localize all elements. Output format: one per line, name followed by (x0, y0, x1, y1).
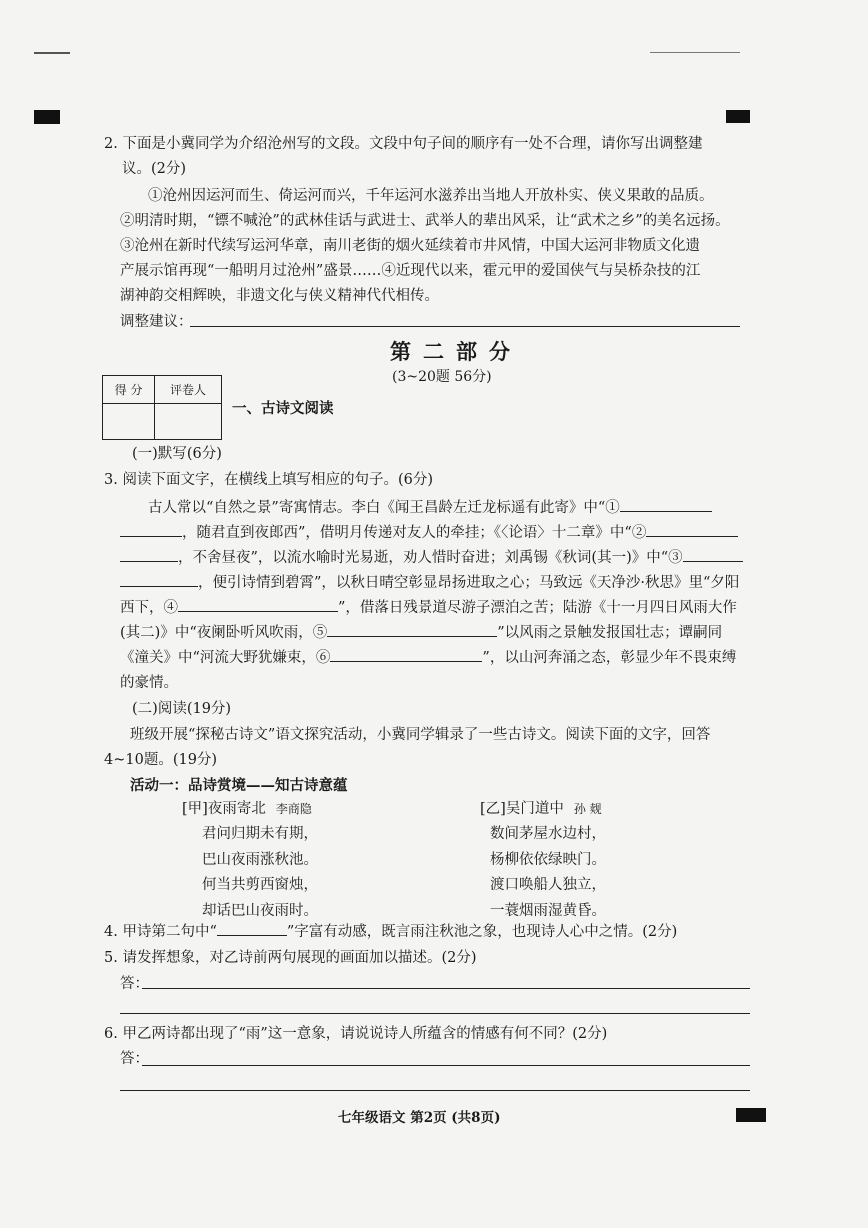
q3-blank-3-cont[interactable] (120, 572, 198, 587)
q5-answer-line2[interactable] (120, 1013, 750, 1014)
q2-stem-line1: 2. 下面是小冀同学为介绍沧州写的文段。文段中句子间的顺序有一处不合理，请你写出调整建 (104, 136, 703, 152)
poem-jia-line: 君问归期未有期， (202, 826, 318, 842)
part2-title: 第二部分 (390, 339, 522, 364)
q4-text-a: 4. 甲诗第二句中“ (104, 924, 217, 940)
q3-text-5a: 西下，④ (120, 600, 178, 616)
poem-yi-body (490, 822, 606, 924)
dictation-subheading: (一)默写(6分) (132, 446, 222, 462)
scan-line-left (34, 52, 70, 54)
q2-passage-line4: 产展示馆再现“一船明月过沧州”盛景……④近现代以来，霍元甲的爱国侠气与吴桥杂技的江 (120, 263, 701, 279)
q3-blank-1-cont[interactable] (120, 522, 182, 537)
q2-passage-line3: ③沧州在新时代续写运河华章，南川老街的烟火延续着市井风情，中国大运河非物质文化遗 (120, 238, 700, 254)
q3-text-1: 古人常以“自然之景”寄寓情志。李白《闻王昌龄左迁龙标遥有此寄》中“① (148, 500, 620, 516)
poem-yi-title-text: [乙]吴门道中 (480, 801, 564, 817)
poem-yi-line: 杨柳依依绿映门。 (490, 851, 606, 868)
q3-line4 (120, 571, 739, 596)
q3-blank-1[interactable] (620, 497, 712, 512)
registration-mark-right (726, 110, 750, 123)
q3-text-7b: ”，以山河奔涌之态，彰显少年不畏束缚 (482, 650, 737, 666)
score-label: 得 分 (103, 376, 155, 404)
q3-blank-2-cont[interactable] (120, 547, 178, 562)
q2-answer-line[interactable] (190, 326, 740, 327)
q6-answer-label: 答： (120, 1051, 149, 1067)
reading-subheading: (二)阅读(19分) (132, 701, 232, 717)
reading-intro-line2: 4~10题。(19分) (104, 752, 218, 768)
poem-jia-line: 巴山夜雨涨秋池。 (202, 851, 318, 868)
registration-mark-bottom-right (736, 1108, 766, 1122)
q6-answer-line1[interactable] (142, 1065, 750, 1066)
q5-stem: 5. 请发挥想象，对乙诗前两句展现的画面加以描述。(2分) (104, 950, 477, 966)
q3-blank-6[interactable] (330, 647, 482, 662)
registration-mark-left (34, 110, 60, 124)
q6-answer-line2[interactable] (120, 1090, 750, 1091)
activity1-heading: 活动一：品诗赏境——知古诗意蕴 (130, 777, 348, 794)
q4-text-b: ”字富有动感，既言雨注秋池之象，也现诗人心中之情。(2分) (286, 924, 678, 940)
q4-blank[interactable] (217, 921, 287, 936)
q2-answer-label: 调整建议： (120, 314, 193, 330)
q2-stem-line2: 议。(2分) (122, 161, 187, 177)
poem-yi-title (480, 797, 602, 822)
poem-jia-body (202, 822, 318, 924)
part2-subtitle: (3~20题 56分) (392, 369, 492, 385)
q3-line3 (120, 546, 743, 571)
q4-line (104, 920, 677, 945)
q3-text-3: ，不舍昼夜”，以流水喻时光易逝，劝人惜时奋进；刘禹锡《秋词(其一)》中“③ (178, 550, 683, 566)
q3-line8: 的豪情。 (120, 675, 178, 691)
score-cell[interactable] (103, 404, 155, 440)
q3-stem: 3. 阅读下面文字，在横线上填写相应的句子。(6分) (104, 472, 433, 488)
grader-cell[interactable] (155, 404, 222, 440)
reading-intro-line1: 班级开展“探秘古诗文”语文探究活动，小冀同学辑录了一些古诗文。阅读下面的文字，回答 (130, 727, 711, 743)
q3-blank-3[interactable] (683, 547, 743, 562)
q6-stem: 6. 甲乙两诗都出现了“雨”这一意象，请说说诗人所蕴含的情感有何不同？(2分) (104, 1026, 608, 1042)
poem-yi-line: 一蓑烟雨湿黄昏。 (490, 902, 606, 919)
q3-text-7a: 《潼关》中“河流大野犹嫌束，⑥ (120, 650, 331, 666)
q3-blank-5[interactable] (327, 622, 497, 637)
q3-line7 (120, 646, 736, 671)
poem-jia-title-text: [甲]夜雨寄北 (182, 801, 266, 817)
score-box (102, 375, 222, 440)
poem-jia-line: 何当共剪西窗烛， (202, 877, 318, 893)
q3-line2 (120, 521, 738, 546)
q3-line6 (120, 621, 722, 646)
poem-jia-line: 却话巴山夜雨时。 (202, 902, 318, 919)
scan-line-right (650, 52, 740, 53)
grader-label: 评卷人 (155, 376, 222, 404)
section-title-classical: 一、古诗文阅读 (232, 400, 334, 417)
poem-yi-line: 渡口唤船人独立， (490, 877, 606, 893)
q2-passage-line2: ②明清时期，“镖不喊沧”的武林佳话与武进士、武举人的辈出风采，让“武术之乡”的美名远扬。 (120, 213, 730, 229)
q2-passage-line5: 湖神韵交相辉映，非遗文化与侠义精神代代相传。 (120, 288, 439, 304)
q3-line5 (120, 596, 737, 621)
q5-answer-label: 答： (120, 976, 149, 992)
q2-passage-line1: ①沧州因运河而生、倚运河而兴，千年运河水滋养出当地人开放朴实、侠义果敢的品质。 (148, 188, 714, 204)
page-footer: 七年级语文 第2页 (共8页) (338, 1110, 501, 1126)
q3-text-2: ，随君直到夜郎西”，借明月传递对友人的牵挂；《〈论语〉十二章》中“② (182, 525, 647, 541)
q3-text-4: ，便引诗情到碧霄”，以秋日晴空彰显昂扬进取之心；马致远《天净沙·秋思》里“夕阳 (198, 575, 740, 591)
q5-answer-line1[interactable] (142, 988, 750, 989)
q3-blank-2[interactable] (646, 522, 738, 537)
q3-text-5b: ”，借落日残景道尽游子漂泊之苦；陆游《十一月四日风雨大作 (338, 600, 737, 616)
q3-blank-4[interactable] (178, 597, 338, 612)
poem-jia-author: 李商隐 (275, 802, 312, 816)
poem-jia-title (182, 797, 312, 822)
poem-yi-line: 数间茅屋水边村， (490, 826, 606, 842)
q3-line1 (148, 496, 712, 521)
q3-text-6b: ”以风雨之景触发报国壮志；谭嗣同 (497, 625, 723, 641)
q3-text-6a: (其二)》中“夜阑卧听风吹雨，⑤ (120, 625, 328, 641)
poem-yi-author: 孙 觌 (573, 802, 602, 816)
